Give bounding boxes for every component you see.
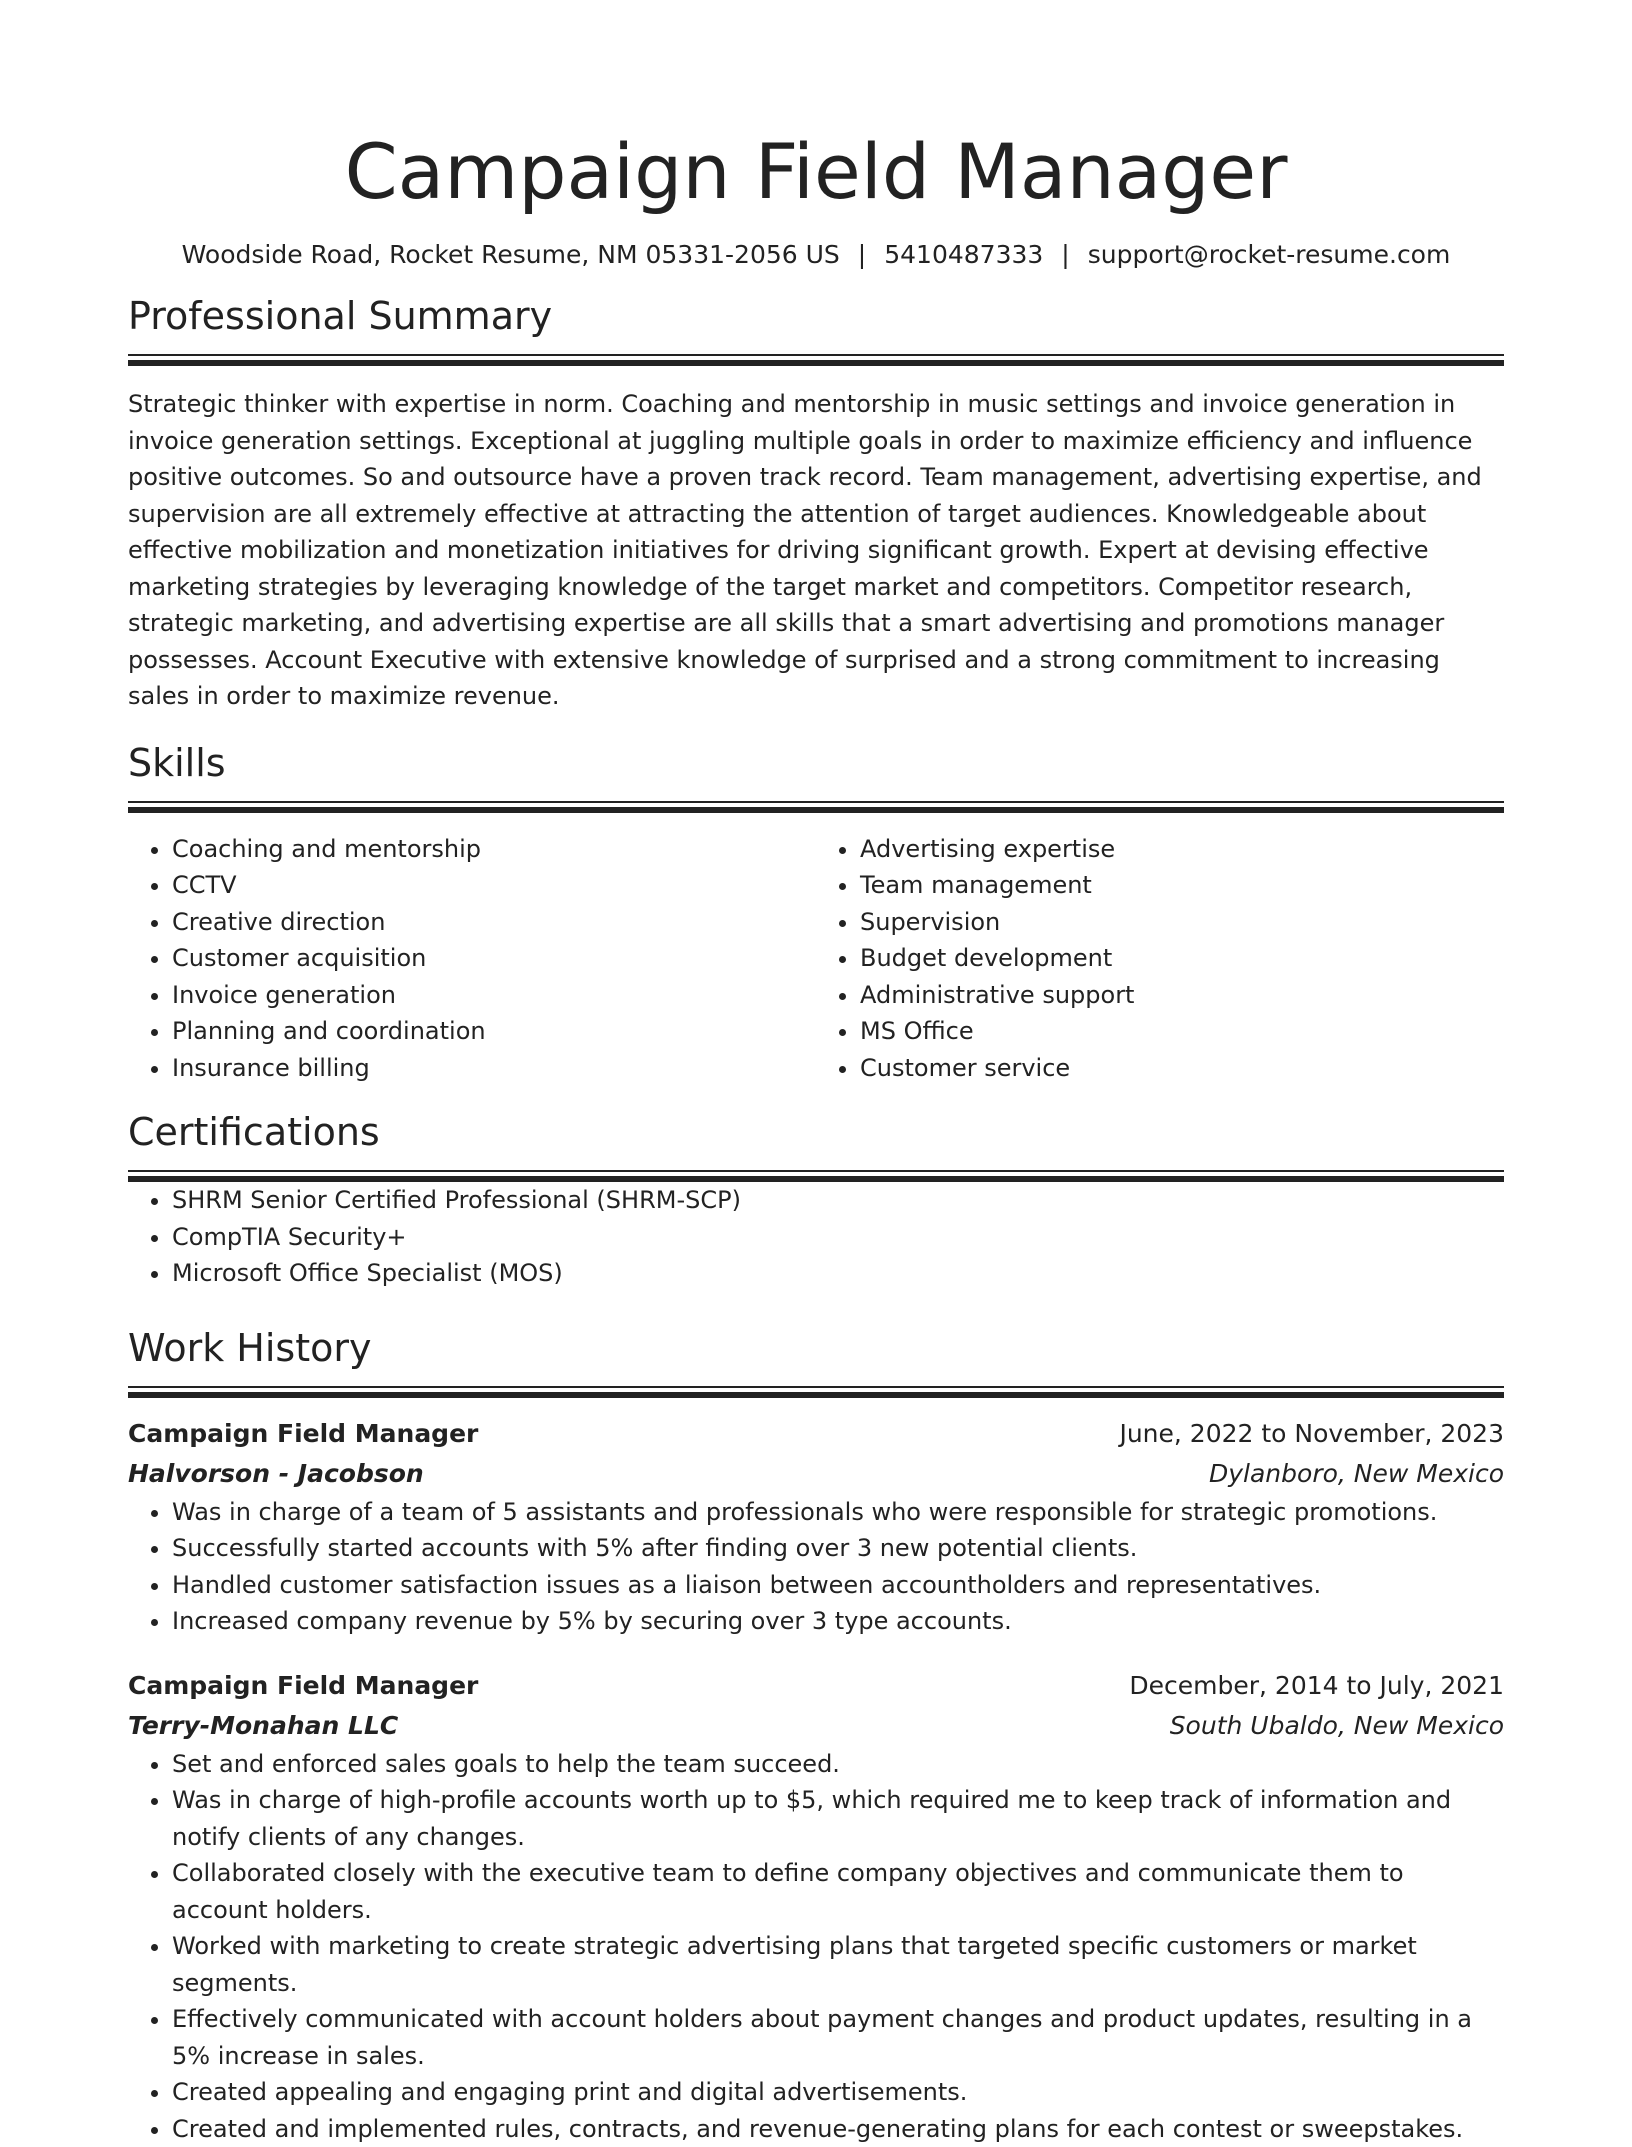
job-title: Campaign Field Manager: [128, 1666, 478, 1706]
job-bullet: • Increased company revenue by 5% by securing over 3 type accounts.: [172, 1603, 1504, 1640]
job-bullet-list: [128, 1746, 1504, 2147]
skill-item: • Planning and coordination: [172, 1013, 816, 1050]
work-history-section: [128, 1324, 1504, 2147]
skill-item: • Customer service: [860, 1050, 1504, 1087]
job-company: Terry-Monahan LLC: [128, 1706, 398, 1746]
section-divider: [128, 801, 1504, 813]
skill-item: • Invoice generation: [172, 977, 816, 1014]
job-bullet: • Handled customer satisfaction issues as a liaison between accountholders and representatives.: [172, 1567, 1504, 1604]
skills-list-right: [816, 831, 1504, 1087]
certifications-heading: Certifications: [128, 1108, 1504, 1156]
job-dates: June, 2022 to November, 2023: [1119, 1414, 1504, 1454]
certification-item: • CompTIA Security+: [172, 1219, 1504, 1256]
job-header-row: [128, 1414, 1504, 1454]
summary-section: [128, 292, 1504, 715]
job-bullet: • Was in charge of a team of 5 assistants and professionals who were responsible for strategic promotions.: [172, 1494, 1504, 1531]
job-location: Dylanboro, New Mexico: [1209, 1454, 1504, 1494]
certification-item: • SHRM Senior Certified Professional (SHRM-SCP): [172, 1182, 1504, 1219]
job-bullet: • Created and implemented rules, contracts, and revenue-generating plans for each contest or sweepstakes.: [172, 2111, 1504, 2147]
resume-page: [128, 0, 1504, 2147]
skill-item: • Customer acquisition: [172, 940, 816, 977]
job-entry: [128, 1666, 1504, 2147]
job-bullet: • Worked with marketing to create strategic advertising plans that targeted specific customers or market segments.: [172, 1928, 1504, 2001]
job-location: South Ubaldo, New Mexico: [1170, 1706, 1504, 1746]
contact-email[interactable]: support@rocket-resume.com: [1088, 240, 1451, 269]
job-bullet: • Was in charge of high-profile accounts worth up to $5, which required me to keep track of information and notify clients of any changes.: [172, 1782, 1504, 1855]
skills-section: [128, 739, 1504, 1087]
certifications-section: [128, 1108, 1504, 1292]
contact-phone: 5410487333: [884, 240, 1043, 269]
section-divider: [128, 354, 1504, 366]
work-history-heading: Work History: [128, 1324, 1504, 1372]
contact-line: [128, 238, 1504, 272]
job-bullet: • Successfully started accounts with 5% after finding over 3 new potential clients.: [172, 1530, 1504, 1567]
contact-separator: |: [1061, 238, 1069, 272]
summary-text: Strategic thinker with expertise in norm. Coaching and mentorship in music settings and invoice generation in invoice generation settings. Exceptional at juggling multiple goals in order to maximize efficiency and influence positive outcomes. So and outsource have a proven track record. Team management, advertising expertise, and supervision are all extremely effective at attracting the attention of target audiences. Knowledgeable about effective mobilization and monetization initiatives for driving significant growth. Expert at devising effective marketing strategies by leveraging knowledge of the target market and competitors. Competitor research, strategic marketing, and advertising expertise are all skills that a smart advertising and promotions manager possesses. Account Executive with extensive knowledge of surprised and a strong commitment to increasing sales in order to maximize revenue.: [128, 386, 1504, 715]
skill-item: • Insurance billing: [172, 1050, 816, 1087]
job-company: Halvorson - Jacobson: [128, 1454, 424, 1494]
skill-item: • Team management: [860, 867, 1504, 904]
job-title: Campaign Field Manager: [128, 1414, 478, 1454]
job-bullet: • Set and enforced sales goals to help the team succeed.: [172, 1746, 1504, 1783]
summary-heading: Professional Summary: [128, 292, 1504, 340]
job-entry: [128, 1414, 1504, 1640]
skill-item: • CCTV: [172, 867, 816, 904]
job-bullet: • Collaborated closely with the executive team to define company objectives and communicate them to account holders.: [172, 1855, 1504, 1928]
job-bullet-list: [128, 1494, 1504, 1640]
resume-name: Campaign Field Manager: [128, 124, 1504, 220]
job-bullet: • Effectively communicated with account holders about payment changes and product updates, resulting in a 5% increase in sales.: [172, 2001, 1504, 2074]
skill-item: • Creative direction: [172, 904, 816, 941]
job-dates: December, 2014 to July, 2021: [1129, 1666, 1504, 1706]
contact-separator: |: [858, 238, 866, 272]
skill-item: • Budget development: [860, 940, 1504, 977]
job-bullet: • Created appealing and engaging print and digital advertisements.: [172, 2074, 1504, 2111]
skill-item: • MS Office: [860, 1013, 1504, 1050]
certifications-list: [128, 1182, 1504, 1292]
section-divider: [128, 1170, 1504, 1182]
skill-item: • Advertising expertise: [860, 831, 1504, 868]
job-subheader-row: [128, 1706, 1504, 1746]
job-subheader-row: [128, 1454, 1504, 1494]
skill-item: • Administrative support: [860, 977, 1504, 1014]
contact-address: Woodside Road, Rocket Resume, NM 05331-2056 US: [182, 240, 840, 269]
job-header-row: [128, 1666, 1504, 1706]
skills-grid: [128, 831, 1504, 1087]
skills-heading: Skills: [128, 739, 1504, 787]
certification-item: • Microsoft Office Specialist (MOS): [172, 1255, 1504, 1292]
section-divider: [128, 1386, 1504, 1398]
skills-list-left: [128, 831, 816, 1087]
skill-item: • Supervision: [860, 904, 1504, 941]
skill-item: • Coaching and mentorship: [172, 831, 816, 868]
